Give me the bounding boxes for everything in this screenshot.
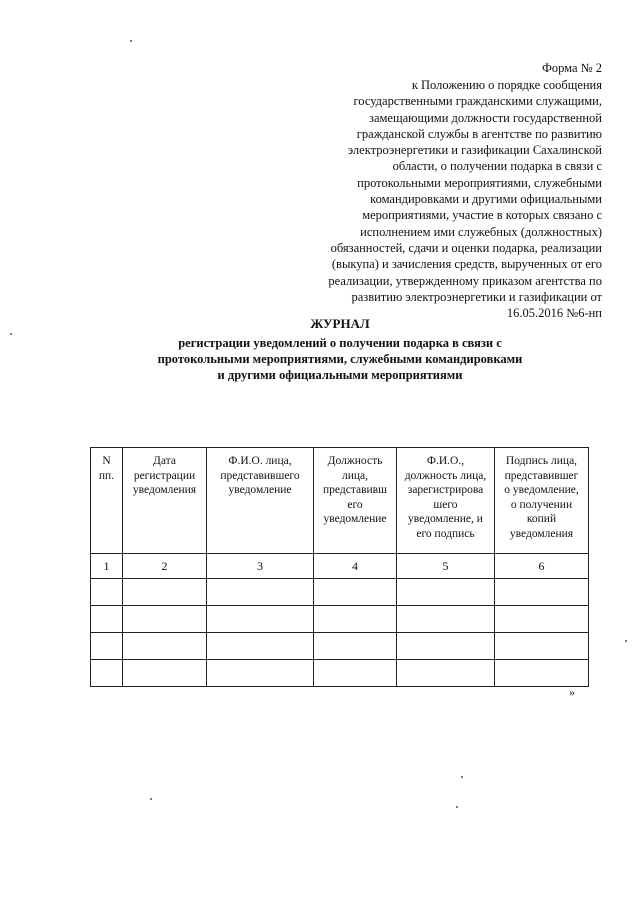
appendix-line: обязанностей, сдачи и оценки подарка, реализации [330,240,602,255]
appendix-line: 16.05.2016 №6-нп [506,306,602,321]
empty-cell [91,579,123,606]
empty-cell [314,660,397,687]
empty-cell [207,660,314,687]
form-number: Форма № 2 [542,61,602,75]
empty-cell [207,633,314,660]
empty-cell [397,633,495,660]
empty-cell [495,606,589,633]
scan-speck [456,806,458,808]
table-header-row [91,448,589,554]
appendix-line: государственными гражданскими служащими, [353,94,602,109]
appendix-line: развитию электроэнергетики и газификации от [351,289,602,304]
column-number-cell: 1 [91,554,123,579]
header-cell-submitter-name: Ф.И.О. лица, представившего уведомление [207,448,314,554]
empty-cell [495,579,589,606]
header-cell-registrar: Ф.И.О., должность лица, зарегистрирова шего уведомление, и его подпись [397,448,495,554]
empty-cell [207,579,314,606]
header-cell-submitter-position: Должность лица, представивш его уведомление [314,448,397,554]
column-number-cell: 5 [397,554,495,579]
empty-cell [314,633,397,660]
column-number-cell: 6 [495,554,589,579]
appendix-line: исполнением ими служебных (должностных) [360,224,602,239]
appendix-line: гражданской службы в агентстве по развитию [356,126,602,141]
empty-cell [91,633,123,660]
table-row [91,633,589,660]
empty-cell [91,606,123,633]
table-row [91,606,589,633]
journal-subtitle [0,335,640,383]
column-number-cell: 3 [207,554,314,579]
header-cell-registration-date: Дата регистрации уведомления [123,448,207,554]
appendix-reference [302,77,602,321]
empty-cell [314,579,397,606]
scan-speck [150,798,152,800]
scan-speck [625,640,627,642]
column-number-cell: 4 [314,554,397,579]
header-cell-submitter-signature: Подпись лица, представившег о уведомление, о получении копий уведомления [495,448,589,554]
table-row [91,579,589,606]
appendix-line: к Положению о порядке сообщения [411,78,602,92]
empty-cell [91,660,123,687]
column-number-row [91,554,589,579]
subtitle-line: протокольными мероприятиями, служебными командировками [157,352,523,366]
empty-cell [397,660,495,687]
journal-title: ЖУРНАЛ [310,316,370,331]
empty-cell [123,633,207,660]
appendix-line: электроэнергетики и газификации Сахалинской [347,143,602,158]
appendix-line: (выкупа) и зачисления средств, вырученных от его [331,257,602,272]
subtitle-line: и другими официальными мероприятиями [217,368,463,382]
registration-table [90,447,589,687]
empty-cell [495,660,589,687]
appendix-line: реализации, утвержденному приказом агентства по [328,273,602,288]
appendix-line: протокольными мероприятиями, служебными [357,175,602,190]
appendix-line: командировками и другими официальными [370,192,602,207]
empty-cell [123,606,207,633]
empty-cell [314,606,397,633]
empty-cell [123,660,207,687]
empty-cell [495,633,589,660]
table-row [91,660,589,687]
appendix-line: мероприятиями, участие в которых связано с [362,208,602,223]
subtitle-line: регистрации уведомлений о получении подарка в связи с [178,336,502,350]
empty-cell [207,606,314,633]
header-cell-number: N пп. [91,448,123,554]
empty-cell [397,579,495,606]
scan-speck [461,776,463,778]
scan-speck [10,333,12,335]
empty-cell [397,606,495,633]
closing-quote: » [569,685,575,699]
column-number-cell: 2 [123,554,207,579]
appendix-line: области, о получении подарка в связи с [392,159,602,174]
scan-speck [130,40,132,42]
empty-cell [123,579,207,606]
appendix-line: замещающими должности государственной [369,110,602,125]
